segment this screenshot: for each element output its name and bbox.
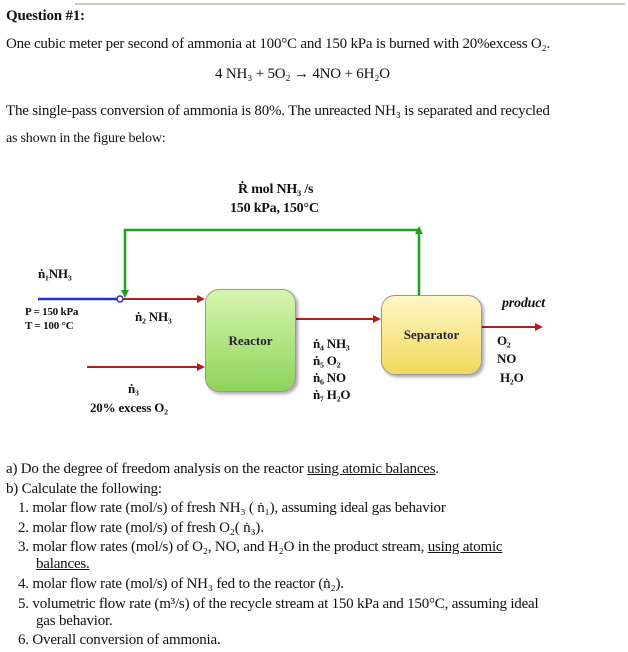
question-b: b) Calculate the following: — [6, 481, 162, 497]
outlet-stream-7: ṅ₇ H₂O — [313, 387, 351, 402]
recycle-conditions: 150 kPa, 150°C — [230, 201, 319, 216]
reaction-equation: 4 NH₃ + 5O₂ → 4NO + 6H₂O — [215, 66, 390, 82]
question-a — [6, 461, 439, 478]
question-b3-continued: balances. — [36, 556, 90, 572]
question-b4: 4. molar flow rate (mol/s) of NH₃ fed to the reactor (ṅ₂). — [18, 576, 344, 592]
question-b3-underlined: using atomic — [427, 539, 503, 555]
o2-flow-label: ṅ₃ — [128, 381, 139, 396]
outlet-stream-5: ṅ₅ O₂ — [313, 353, 341, 368]
question-a-underlined: using atomic balances — [307, 461, 436, 477]
question-b3-text: 3. molar flow rates (mol/s) of O₂, NO, and H₂O in the product stream, — [18, 539, 428, 555]
recycle-label: Ṙ mol NH₃ /s — [238, 182, 314, 197]
feed-pressure: P = 150 kPa — [25, 306, 79, 318]
product-no: NO — [497, 351, 517, 366]
reactor-label: Reactor — [228, 332, 273, 348]
outlet-stream-6: ṅ₆ NO — [313, 370, 346, 385]
arrowhead — [535, 323, 543, 331]
mixer-node — [117, 296, 123, 302]
outlet-stream-4: ṅ₄ NH₃ — [313, 336, 350, 351]
question-a-period: . — [435, 461, 439, 477]
question-title: Question #1: — [6, 8, 85, 24]
question-b5: 5. volumetric flow rate (m³/s) of the recycle stream at 150 kPa and 150°C, assuming ideal — [18, 596, 539, 612]
paragraph-line-2: as shown in the figure below: — [6, 131, 166, 146]
product-o2: O₂ — [497, 333, 511, 348]
product-h2o: H₂O — [500, 370, 524, 385]
question-b5-continued: gas behavior. — [36, 613, 113, 629]
o2-feed-label: 20% excess O₂ — [90, 400, 168, 415]
arrowhead — [197, 363, 205, 371]
question-b6: 6. Overall conversion of ammonia. — [18, 632, 221, 648]
arrowhead — [373, 315, 381, 323]
intro-text: One cubic meter per second of ammonia at 100°C and 150 kPa is burned with 20%excess O₂. — [6, 36, 551, 52]
recycle-line — [125, 230, 419, 295]
separator-label: Separator — [403, 327, 460, 342]
question-b2: 2. molar flow rate (mol/s) of fresh O₂( ṅ₃). — [18, 520, 264, 536]
separator-unit — [381, 295, 482, 375]
arrowhead — [197, 295, 205, 303]
feed-temperature: T = 100 °C — [25, 320, 74, 332]
fresh-feed-label: ṅ₁NH₃ — [38, 266, 72, 281]
paragraph-line-1: The single-pass conversion of ammonia is 80%. The unreacted NH₃ is separated and recycled — [6, 103, 550, 119]
product-label: product — [502, 296, 545, 311]
question-b1: 1. molar flow rate (mol/s) of fresh NH₃ ( ṅ₁), assuming ideal gas behavior — [18, 500, 446, 516]
reactor-feed-label: ṅ₂ NH₃ — [135, 309, 172, 324]
question-b3 — [18, 539, 502, 556]
reactor-unit — [205, 289, 296, 392]
question-a-text: a) Do the degree of freedom analysis on the reactor — [6, 461, 308, 477]
